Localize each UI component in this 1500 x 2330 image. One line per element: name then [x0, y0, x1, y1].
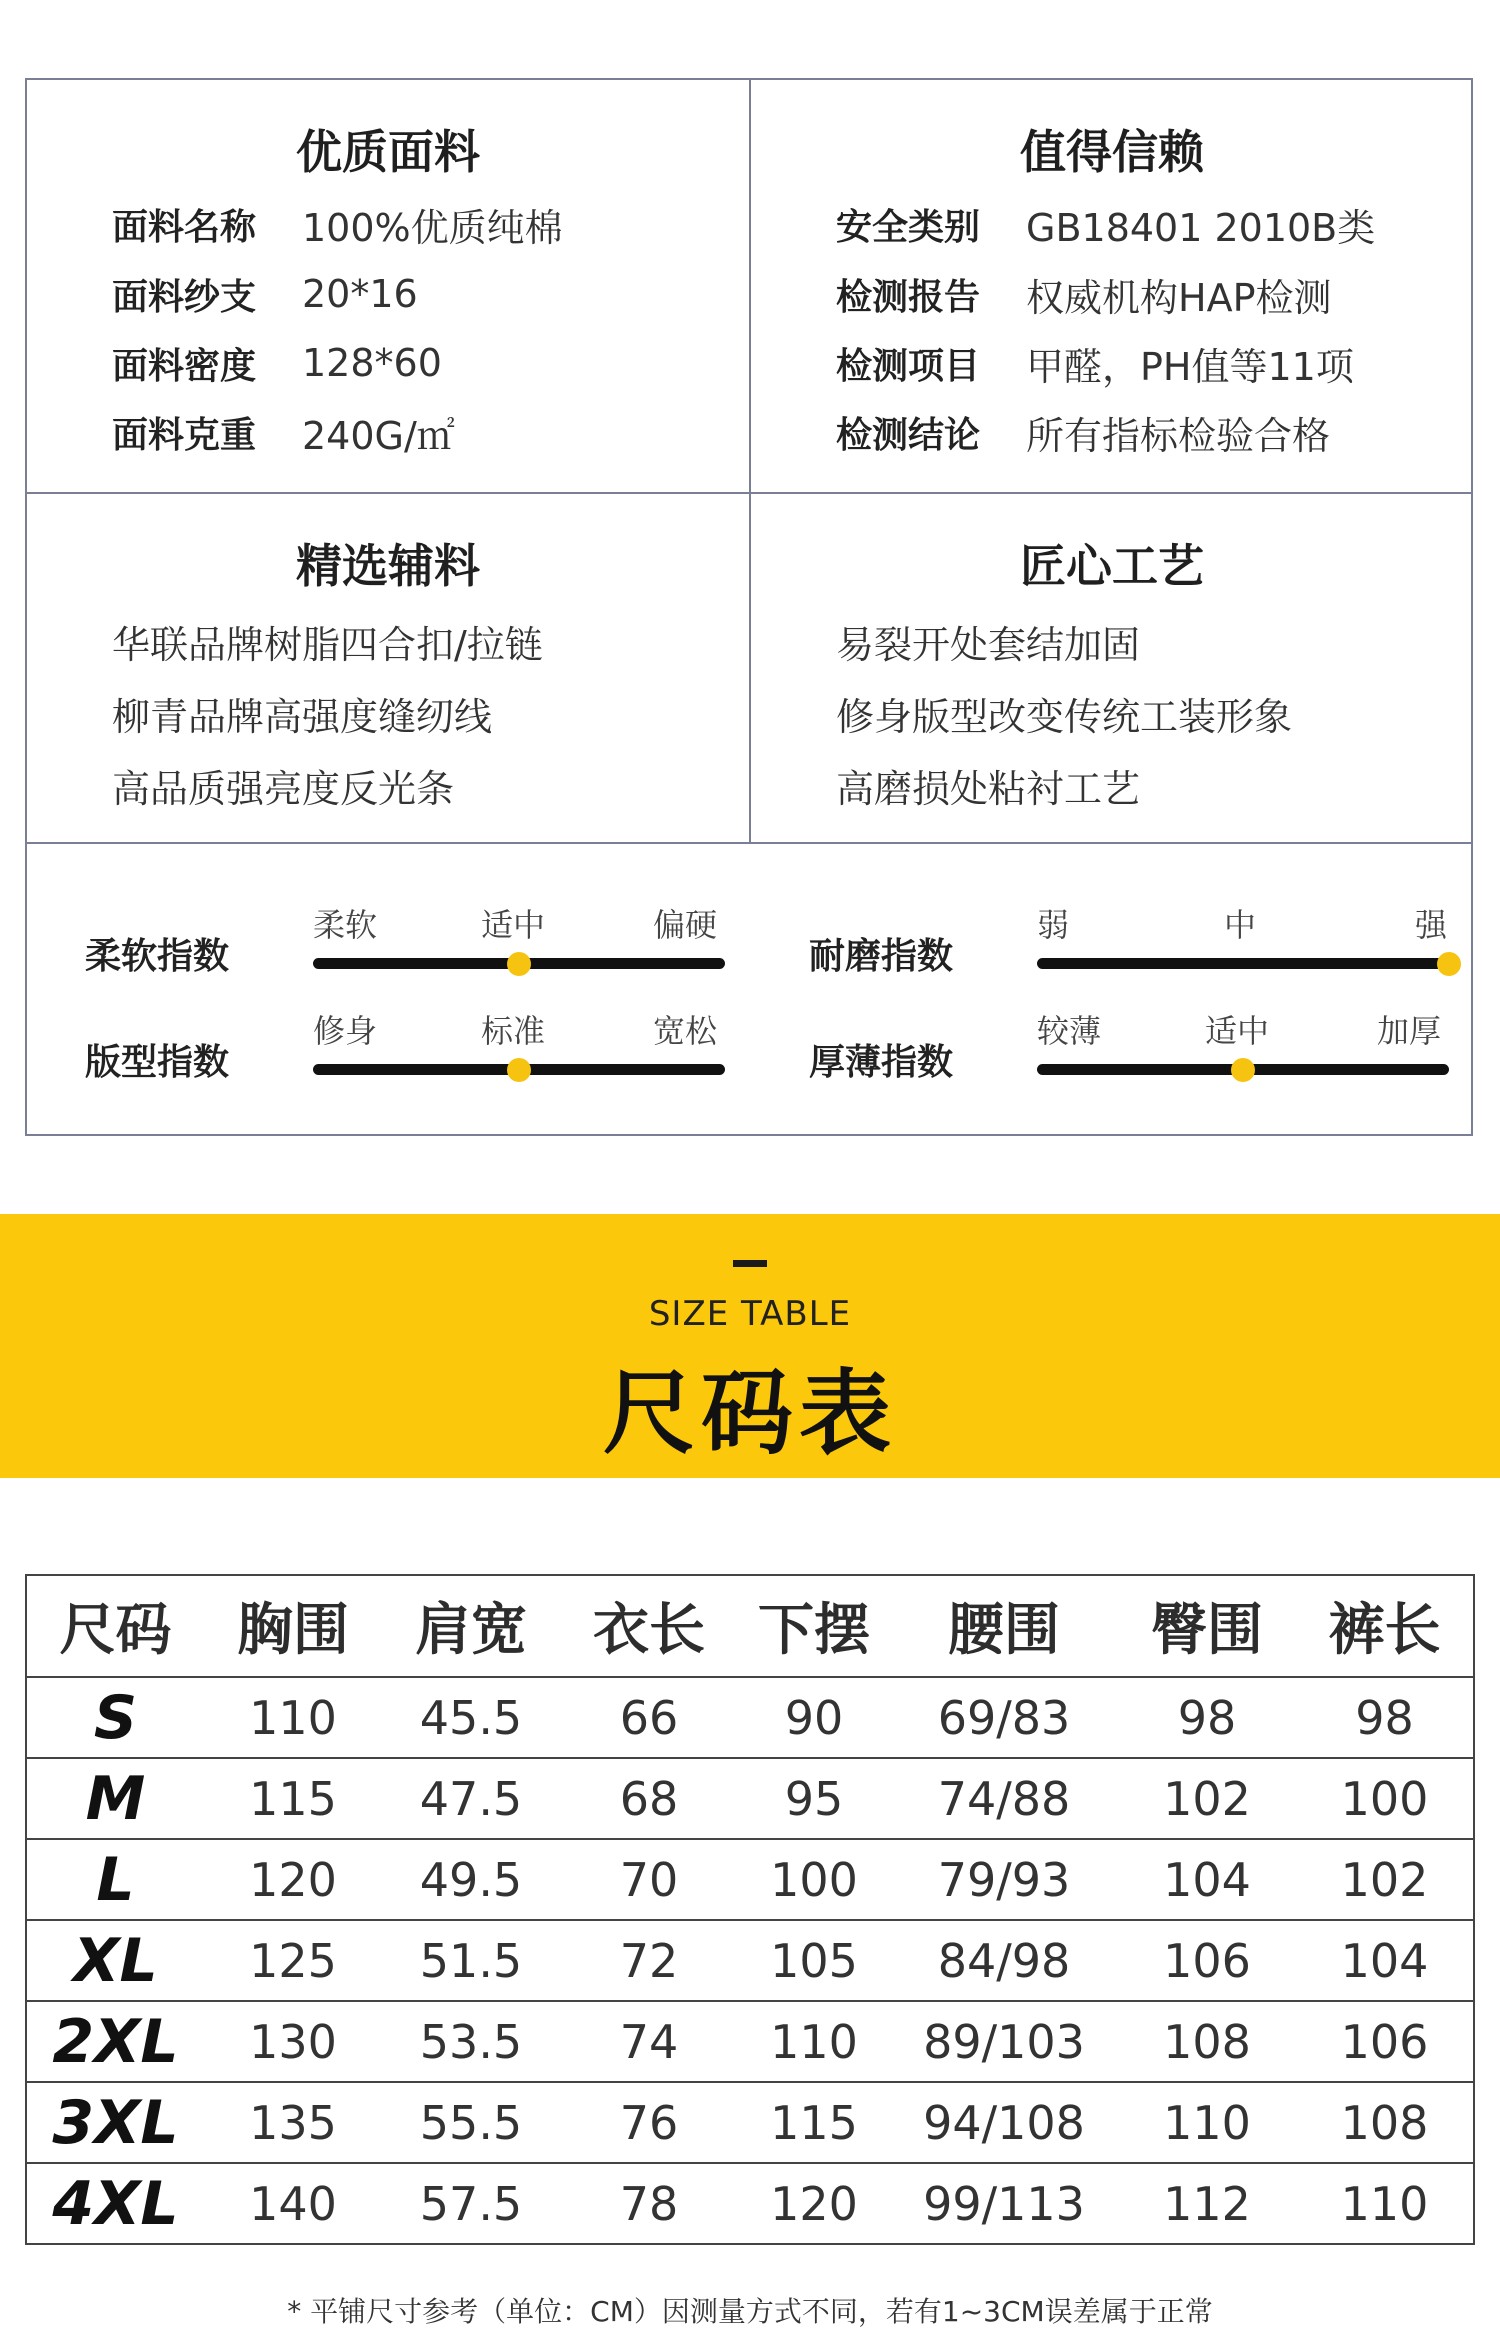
banner-subtitle: SIZE TABLE	[648, 1294, 852, 1334]
test-spec-row	[836, 404, 1330, 460]
table-cell: 140	[204, 2163, 382, 2244]
table-cell: 115	[204, 1758, 382, 1839]
spec-value: 权威机构HAP检测	[1026, 275, 1332, 320]
accessory-item: 高品质强亮度反光条	[112, 767, 455, 811]
table-cell: 70	[560, 1839, 738, 1920]
table-cell: 74	[560, 2001, 738, 2082]
spec-key: 面料纱支	[112, 276, 257, 318]
table-cell: 110	[738, 2001, 890, 2082]
table-row	[26, 2163, 1474, 2244]
table-cell: 102	[1118, 1758, 1296, 1839]
craft-item: 修身版型改变传统工装形象	[836, 695, 1293, 739]
scale-high-label: 偏硬	[653, 906, 718, 944]
trustworthy-title: 值得信赖	[1020, 125, 1204, 179]
column-header: 尺码	[26, 1575, 204, 1677]
index-label: 版型指数	[85, 1042, 230, 1083]
spec-key: 检测结论	[836, 414, 981, 456]
fabric-spec-row	[112, 335, 442, 391]
index-marker	[1437, 952, 1461, 976]
table-row	[26, 1920, 1474, 2001]
table-cell: 49.5	[382, 1839, 560, 1920]
accessories-section	[27, 494, 749, 842]
column-header: 臀围	[1118, 1575, 1296, 1677]
panel-divider-horizontal-2	[27, 842, 1471, 844]
table-cell: 98	[1118, 1677, 1296, 1758]
table-cell: 90	[738, 1677, 890, 1758]
fabric-spec-row	[112, 196, 563, 252]
table-cell: 78	[560, 2163, 738, 2244]
table-cell: 57.5	[382, 2163, 560, 2244]
spec-key: 检测报告	[836, 276, 981, 318]
index-marker	[1231, 1058, 1255, 1082]
table-row	[26, 1677, 1474, 1758]
index-label: 耐磨指数	[809, 936, 954, 977]
fabric-spec-row	[112, 404, 455, 460]
craft-item: 易裂开处套结加固	[836, 623, 1141, 667]
table-cell: 105	[738, 1920, 890, 2001]
table-cell: 120	[738, 2163, 890, 2244]
table-cell: 115	[738, 2082, 890, 2163]
table-cell: 76	[560, 2082, 738, 2163]
table-cell: 95	[738, 1758, 890, 1839]
product-info-panel	[25, 78, 1473, 1136]
size-cell: S	[26, 1677, 204, 1758]
size-table-banner	[0, 1214, 1500, 1478]
banner-title: 尺码表	[602, 1360, 897, 1467]
table-cell: 94/108	[890, 2082, 1118, 2163]
column-header: 裤长	[1296, 1575, 1474, 1677]
index-marker	[507, 952, 531, 976]
table-cell: 69/83	[890, 1677, 1118, 1758]
table-cell: 130	[204, 2001, 382, 2082]
table-cell: 53.5	[382, 2001, 560, 2082]
accessory-item: 柳青品牌高强度缝纫线	[112, 695, 493, 739]
craft-section	[751, 494, 1473, 842]
scale-high-label: 加厚	[1377, 1012, 1442, 1050]
scale-high-label: 宽松	[653, 1012, 718, 1050]
scale-low-label: 修身	[313, 1012, 378, 1050]
size-cell: L	[26, 1839, 204, 1920]
table-cell: 100	[1296, 1758, 1474, 1839]
table-cell: 112	[1118, 2163, 1296, 2244]
table-cell: 45.5	[382, 1677, 560, 1758]
test-spec-row	[836, 196, 1375, 252]
table-cell: 55.5	[382, 2082, 560, 2163]
spec-value: 128*60	[302, 341, 442, 385]
table-cell: 100	[738, 1839, 890, 1920]
index-label: 厚薄指数	[809, 1042, 954, 1083]
thickness-index	[809, 1006, 1449, 1086]
table-header-row	[26, 1575, 1474, 1677]
table-cell: 84/98	[890, 1920, 1118, 2001]
table-cell: 108	[1118, 2001, 1296, 2082]
table-cell: 106	[1296, 2001, 1474, 2082]
craft-title: 匠心工艺	[1020, 539, 1204, 593]
spec-value: GB18401 2010B类	[1026, 205, 1376, 250]
spec-value: 20*16	[302, 272, 418, 316]
scale-high-label: 强	[1415, 906, 1448, 944]
table-cell: 110	[1118, 2082, 1296, 2163]
size-cell: M	[26, 1758, 204, 1839]
size-cell: 4XL	[26, 2163, 204, 2244]
table-cell: 125	[204, 1920, 382, 2001]
measurement-footnote: * 平铺尺寸参考（单位：CM）因测量方式不同，若有1~3CM误差属于正常	[287, 2295, 1213, 2328]
size-cell: XL	[26, 1920, 204, 2001]
spec-value: 100%优质纯棉	[302, 205, 563, 250]
column-header: 肩宽	[382, 1575, 560, 1677]
table-cell: 106	[1118, 1920, 1296, 2001]
spec-key: 面料名称	[112, 206, 257, 248]
index-marker	[507, 1058, 531, 1082]
column-header: 下摆	[738, 1575, 890, 1677]
index-track	[1037, 958, 1449, 969]
scale-mid-label: 中	[1224, 906, 1257, 944]
spec-key: 安全类别	[836, 206, 981, 248]
column-header: 腰围	[890, 1575, 1118, 1677]
banner-dash	[733, 1260, 767, 1267]
table-cell: 135	[204, 2082, 382, 2163]
trustworthy-section	[751, 80, 1473, 492]
spec-value: 所有指标检验合格	[1026, 413, 1331, 458]
spec-value: 甲醛，PH值等11项	[1026, 344, 1354, 389]
scale-low-label: 弱	[1037, 906, 1070, 944]
column-header: 衣长	[560, 1575, 738, 1677]
table-cell: 104	[1296, 1920, 1474, 2001]
scale-mid-label: 适中	[1205, 1012, 1270, 1050]
table-cell: 51.5	[382, 1920, 560, 2001]
table-row	[26, 2001, 1474, 2082]
table-row	[26, 1839, 1474, 1920]
table-cell: 68	[560, 1758, 738, 1839]
size-table	[25, 1574, 1475, 2245]
test-spec-row	[836, 266, 1332, 322]
table-cell: 110	[1296, 2163, 1474, 2244]
spec-value: 240G/㎡	[302, 413, 455, 458]
scale-low-label: 较薄	[1037, 1012, 1102, 1050]
spec-key: 检测项目	[836, 345, 981, 387]
scale-mid-label: 标准	[481, 1012, 546, 1050]
table-cell: 108	[1296, 2082, 1474, 2163]
fabric-spec-row	[112, 266, 418, 322]
table-cell: 47.5	[382, 1758, 560, 1839]
accessory-item: 华联品牌树脂四合扣/拉链	[112, 623, 543, 667]
table-cell: 66	[560, 1677, 738, 1758]
table-cell: 102	[1296, 1839, 1474, 1920]
scale-mid-label: 适中	[481, 906, 546, 944]
craft-item: 高磨损处粘衬工艺	[836, 767, 1141, 811]
spec-key: 面料克重	[112, 414, 257, 456]
table-cell: 110	[204, 1677, 382, 1758]
quality-fabric-title: 优质面料	[296, 125, 480, 179]
spec-key: 面料密度	[112, 345, 257, 387]
index-label: 柔软指数	[85, 936, 230, 977]
table-cell: 99/113	[890, 2163, 1118, 2244]
size-cell: 2XL	[26, 2001, 204, 2082]
table-cell: 74/88	[890, 1758, 1118, 1839]
quality-fabric-section	[27, 80, 749, 492]
table-row	[26, 2082, 1474, 2163]
accessories-title: 精选辅料	[296, 539, 480, 593]
table-row	[26, 1758, 1474, 1839]
wear-resistance-index	[809, 900, 1449, 980]
table-cell: 104	[1118, 1839, 1296, 1920]
table-cell: 79/93	[890, 1839, 1118, 1920]
table-cell: 89/103	[890, 2001, 1118, 2082]
softness-index	[85, 900, 725, 980]
table-cell: 98	[1296, 1677, 1474, 1758]
size-cell: 3XL	[26, 2082, 204, 2163]
table-cell: 120	[204, 1839, 382, 1920]
table-cell: 72	[560, 1920, 738, 2001]
scale-low-label: 柔软	[313, 906, 378, 944]
fit-index	[85, 1006, 725, 1086]
column-header: 胸围	[204, 1575, 382, 1677]
test-spec-row	[836, 335, 1354, 391]
